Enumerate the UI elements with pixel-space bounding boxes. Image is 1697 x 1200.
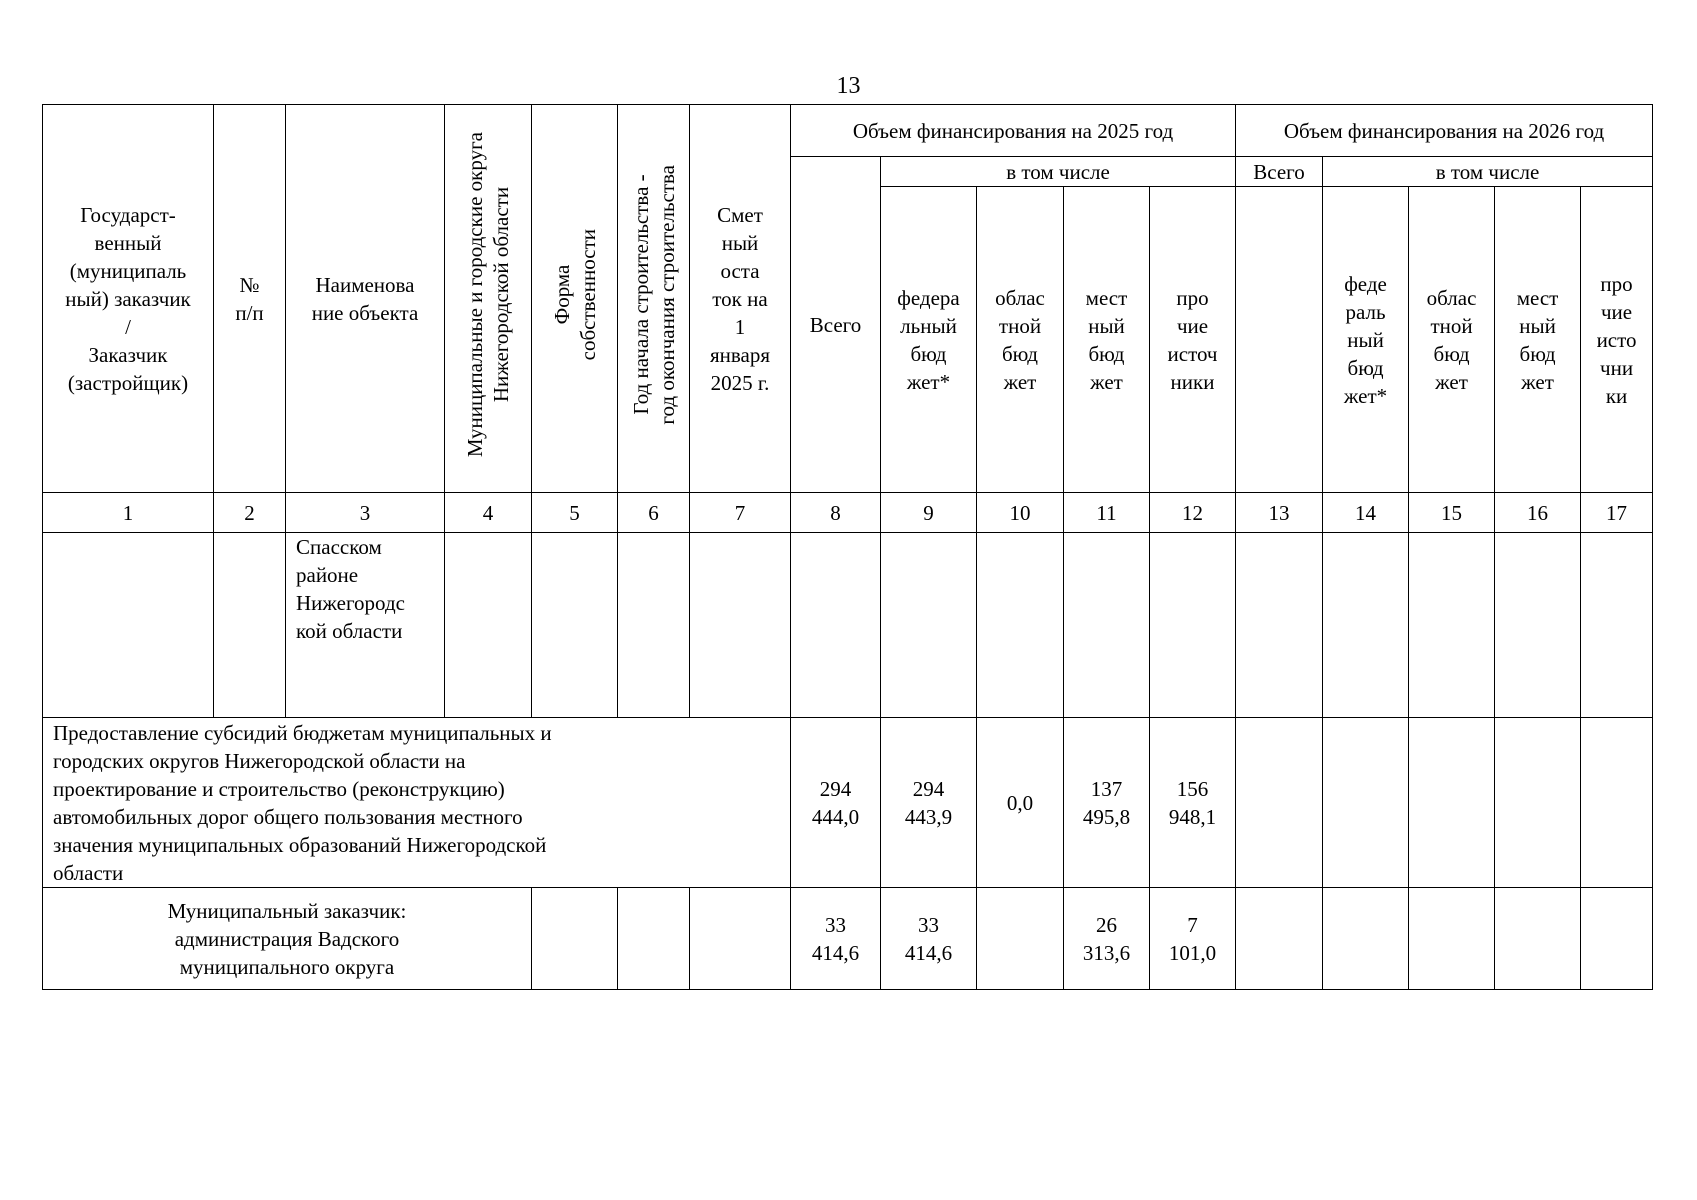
table-row: [43, 718, 1653, 888]
header-financing-2025: Объем финансирования на 2025 год: [791, 105, 1236, 157]
table-row: [43, 888, 1653, 990]
header-other-2026: про чие исто чни ки: [1581, 187, 1653, 493]
header-financing-2026: Объем финансирования на 2026 год: [1236, 105, 1653, 157]
column-number: 11: [1064, 493, 1150, 533]
page-number: 13: [836, 73, 861, 99]
column-number: 17: [1581, 493, 1653, 533]
column-number: 14: [1323, 493, 1409, 533]
column-number: 4: [445, 493, 532, 533]
financing-table: [42, 104, 1653, 990]
subsidy-label: Предоставление субсидий бюджетам муниципальных и городских округов Нижегородской области на проектирование и строительство (реконструкцию) автомобильных дорог общего пользования местного значения муниципальных образований Нижегородской области: [43, 718, 791, 888]
column-number: 5: [532, 493, 618, 533]
header-customer: Государст- венный (муниципаль ный) заказчик / Заказчик (застройщик): [43, 105, 214, 493]
table-row: [43, 533, 1653, 718]
header-districts: Муниципальные и городские округа Нижегородской области: [445, 105, 532, 493]
column-number: 8: [791, 493, 881, 533]
header-total-2026: Всего: [1236, 157, 1323, 187]
header-including-2025: в том числе: [881, 157, 1236, 187]
customer-estimated-remainder: 33 414,6: [791, 888, 881, 990]
header-federal-2026: феде раль ный бюд жет*: [1323, 187, 1409, 493]
customer-local-2025: 7 101,0: [1150, 888, 1236, 990]
subsidy-regional-2025: 137 495,8: [1064, 718, 1150, 888]
column-number: 16: [1495, 493, 1581, 533]
column-number: 15: [1409, 493, 1495, 533]
column-number: 13: [1236, 493, 1323, 533]
subsidy-estimated-remainder: 294 444,0: [791, 718, 881, 888]
column-number: 10: [977, 493, 1064, 533]
customer-label: Муниципальный заказчик: администрация Вадского муниципального округа: [43, 888, 532, 990]
column-number: 1: [43, 493, 214, 533]
header-years: Год начала строительства - год окончания строительства: [618, 105, 690, 493]
subsidy-total-2025: 294 443,9: [881, 718, 977, 888]
header-other-2025: про чие источ ники: [1150, 187, 1236, 493]
header-number: № п/п: [214, 105, 286, 493]
header-total-2025: Всего: [791, 157, 881, 493]
header-row-1: [43, 105, 1653, 157]
column-number: 3: [286, 493, 445, 533]
header-federal-2025: федера льный бюд жет*: [881, 187, 977, 493]
column-number: 2: [214, 493, 286, 533]
header-estimated-remainder: Смет ный оста ток на 1 января 2025 г.: [690, 105, 791, 493]
object-name-cell: Спасском районе Нижегородс кой области: [286, 533, 445, 718]
subsidy-local-2025: 156 948,1: [1150, 718, 1236, 888]
column-number: 9: [881, 493, 977, 533]
column-number: 7: [690, 493, 791, 533]
header-empty-2026: [1236, 187, 1323, 493]
header-ownership: Форма собственности: [532, 105, 618, 493]
column-numbers-row: [43, 493, 1653, 533]
customer-total-2025: 33 414,6: [881, 888, 977, 990]
header-regional-2025: облас тной бюд жет: [977, 187, 1064, 493]
header-local-2025: мест ный бюд жет: [1064, 187, 1150, 493]
customer-regional-2025: 26 313,6: [1064, 888, 1150, 990]
subsidy-federal-2025: 0,0: [977, 718, 1064, 888]
column-number: 12: [1150, 493, 1236, 533]
header-including-2026: в том числе: [1323, 157, 1653, 187]
header-object-name: Наименова ние объекта: [286, 105, 445, 493]
header-regional-2026: облас тной бюд жет: [1409, 187, 1495, 493]
column-number: 6: [618, 493, 690, 533]
header-local-2026: мест ный бюд жет: [1495, 187, 1581, 493]
